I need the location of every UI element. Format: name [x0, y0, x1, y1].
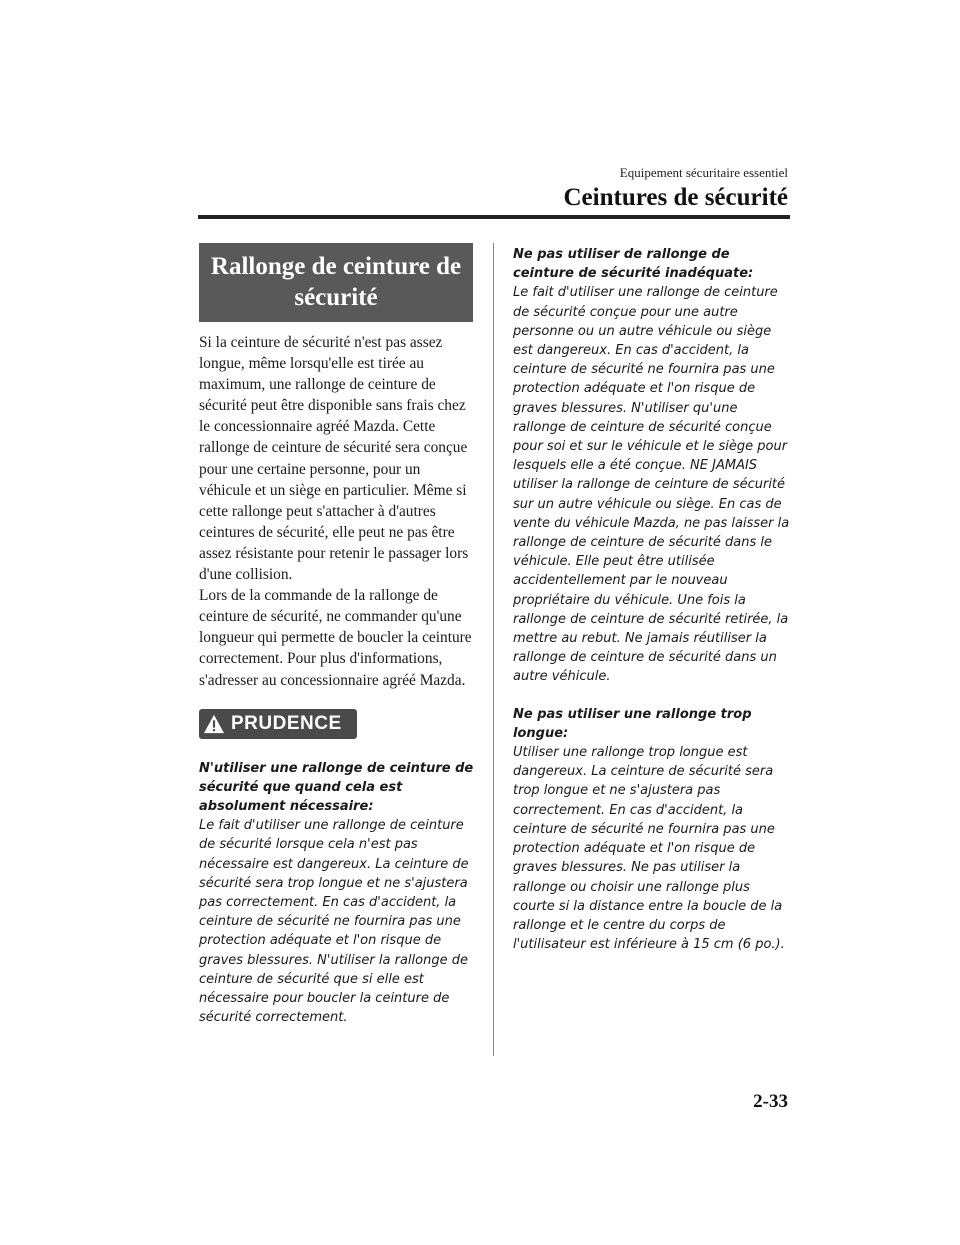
- caution-badge: [199, 709, 357, 739]
- chapter-subtitle: Equipement sécuritaire essentiel: [619, 165, 788, 180]
- caution-label: PRUDENCE: [231, 712, 342, 734]
- caution-item-heading: Ne pas utiliser de rallonge de ceinture de sécurité inadéquate:: [513, 247, 754, 282]
- warning-triangle-icon: [203, 714, 225, 734]
- page-number: 2-33: [753, 1091, 788, 1112]
- left-column: [199, 243, 475, 1027]
- section-body: [199, 332, 475, 691]
- right-column: [513, 245, 793, 954]
- chapter-title: Ceintures de sécurité: [563, 184, 788, 211]
- caution-item: [513, 245, 793, 687]
- caution-item-body: Le fait d'utiliser une rallonge de ceinture de sécurité lorsque cela n'est pas nécessaire est dangereux. La ceinture de sécurité sera trop longue et ne s'ajustera pas correctement. En cas d'accident, la ceinture de sécurité ne fournira pas une protection adéquate et l'on risque de graves blessures. N'utiliser la rallonge de ceinture de sécurité que si elle est nécessaire pour boucler la ceinture de sécurité correctement.: [199, 818, 469, 1026]
- header-divider: [198, 215, 790, 219]
- spacer: [513, 687, 793, 705]
- body-paragraph: Si la ceinture de sécurité n'est pas assez longue, même lorsqu'elle est tirée au maximum, une rallonge de ceinture de sécurité peut être disponible sans frais chez le concessionnaire agréé Mazda. Cette rallonge de ceinture de sécurité sera conçue pour une certaine personne, pour un véhicule et un siège en particulier. Même si cette rallonge peut s'attacher à d'autres ceintures de sécurité, elle peut ne pas être assez résistante pour retenir le passager lors d'une collision.: [199, 334, 469, 584]
- caution-item-body: Utiliser une rallonge trop longue est dangereux. La ceinture de sécurité sera trop longue et ne s'ajustera pas correctement. En cas d'accident, la ceinture de sécurité ne fournira pas une protection adéquate et l'on risque de graves blessures. Ne pas utiliser la rallonge ou choisir une rallonge plus courte si la distance entre la boucle de la rallonge et le centre du corps de l'utilisateur est inférieure à 15 cm (6 po.).: [513, 745, 785, 953]
- column-divider: [493, 243, 494, 1056]
- caution-item: [513, 705, 793, 955]
- body-paragraph: Lors de la commande de la rallonge de ceinture de sécurité, ne commander qu'une longueur qui permette de boucler la ceinture correctement. Pour plus d'informations, s'adresser au concessionnaire agréé Mazda.: [199, 587, 472, 689]
- caution-item-heading: N'utiliser une rallonge de ceinture de sécurité que quand cela est absolument nécessaire:: [199, 760, 474, 814]
- section-heading: Rallonge de ceinture de sécurité: [199, 243, 473, 322]
- caution-item-body: Le fait d'utiliser une rallonge de ceinture de sécurité conçue pour une autre personne ou un autre véhicule ou siège est dangereux. En cas d'accident, la ceinture de sécurité ne fournira pas une protection adéquate et l'on risque de graves blessures. N'utiliser qu'une rallonge de ceinture de sécurité conçue pour soi et sur le véhicule et le siège pour lesquels elle a été conçue. NE JAMAIS utiliser la rallonge de ceinture de sécurité sur un autre véhicule ou siège. En cas de vente du véhicule Mazda, ne pas laisser la rallonge de ceinture de sécurité dans le véhicule. Elle peut être utilisée accidentellement par le nouveau propriétaire du véhicule. Une fois la rallonge de ceinture de sécurité retirée, la mettre au rebut. Ne jamais réutiliser la rallonge de ceinture de sécurité dans un autre véhicule.: [513, 285, 790, 685]
- caution-item-heading: Ne pas utiliser une rallonge trop longue:: [513, 706, 752, 741]
- caution-item: [199, 759, 475, 1028]
